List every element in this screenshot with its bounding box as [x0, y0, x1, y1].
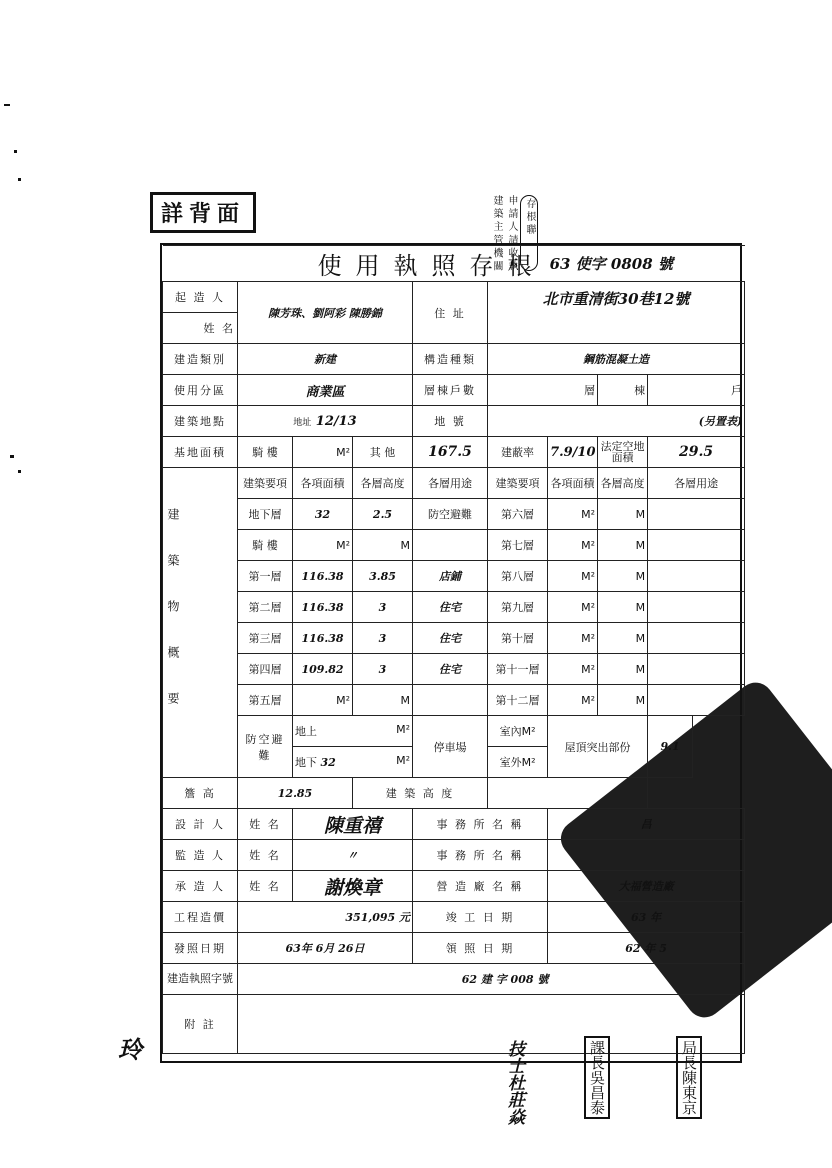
permit-ref-label: 建造執照字號 [163, 964, 238, 995]
firm-value: 大福營造廠 [548, 871, 745, 902]
floor-area: 109.82 [293, 654, 353, 685]
floor-row: 第五層 M² M 第十二層 M² M [163, 685, 745, 716]
cost-value: 351,095 元 [238, 902, 413, 933]
section-chief-stamp: 課長吳昌泰 [584, 1036, 610, 1119]
roof-label: 屋頂突出部份 [548, 716, 648, 778]
floor-name: 第五層 [238, 685, 293, 716]
header-stamp-line: 建 築 主 管 機 關 [491, 195, 502, 271]
floor-name-right: 第七層 [488, 530, 548, 561]
site-number: 12/13 [315, 413, 357, 429]
floor-row: 騎 樓 M² M 第七層 M² M [163, 530, 745, 561]
col-header-height: 各層高度 [353, 468, 413, 499]
detail-stamp: 詳背面 [150, 192, 256, 233]
form-title: 使用執照存根 [163, 246, 548, 282]
supervisor-name-label: 姓 名 [238, 840, 293, 871]
col-header-area: 各項面積 [293, 468, 353, 499]
units-count-unit: 戶 [648, 375, 745, 406]
scan-speck [14, 150, 17, 153]
floor-use: 防空避難 [413, 499, 488, 530]
contractor-label: 承 造 人 [163, 871, 238, 902]
supervisor-label: 監 造 人 [163, 840, 238, 871]
floor-name: 第四層 [238, 654, 293, 685]
floor-name: 騎 樓 [238, 530, 293, 561]
shelter-label: 防空避難 [238, 716, 293, 778]
scan-speck [10, 455, 14, 458]
parking-label: 停車場 [413, 716, 488, 778]
floor-name-right: 第九層 [488, 592, 548, 623]
site-value: 地址 12/13 [238, 406, 413, 437]
floor-row: 第二層 116.38 3 住宅 第九層 M² M [163, 592, 745, 623]
shelter-down: 地下 32 M² [293, 747, 413, 778]
permit-form [160, 243, 742, 1063]
site-label: 建築地點 [163, 406, 238, 437]
col-header-use-right: 各層用途 [648, 468, 745, 499]
parking-out: 室外M² [488, 747, 548, 778]
floor-name-right: 第十二層 [488, 685, 548, 716]
coverage-value: 7.9/10 [548, 437, 598, 468]
building-height-label: 建 築 高 度 [353, 778, 488, 809]
floor-name-right: 第十層 [488, 623, 548, 654]
issue-date-value: 63年 6月 26日 [238, 933, 413, 964]
issue-date-label: 發照日期 [163, 933, 238, 964]
buildings-count-unit: 棟 [598, 375, 648, 406]
floor-area: 116.38 [293, 561, 353, 592]
other-value: 167.5 [413, 437, 488, 468]
col-header-use: 各層用途 [413, 468, 488, 499]
roof-value: 9.1 [648, 716, 693, 778]
designer-office-value: 昌 [548, 809, 745, 840]
permit-ref-value: 62 建 字 008 號 [238, 964, 745, 995]
lot-value: (另置表) [488, 406, 745, 437]
floor-row: 第一層 116.38 3.85 店鋪 第八層 M² M [163, 561, 745, 592]
supervisor-name: 〃 [293, 840, 413, 871]
floor-height: 2.5 [353, 499, 413, 530]
permit-number: 63 使字 0808 號 [548, 246, 745, 282]
base-area-label: 基地面積 [163, 437, 238, 468]
legal-area-label: 法定空地面積 [598, 437, 648, 468]
structure-label: 構造種類 [413, 344, 488, 375]
floor-name: 地下層 [238, 499, 293, 530]
designer-name-label: 姓 名 [238, 809, 293, 840]
permit-table [162, 245, 745, 1054]
eave-value: 12.85 [238, 778, 353, 809]
floor-name: 第二層 [238, 592, 293, 623]
floor-use: 住宅 [413, 623, 488, 654]
lot-label: 地 號 [413, 406, 488, 437]
floor-name: 第一層 [238, 561, 293, 592]
receive-date-label: 領 照 日 期 [413, 933, 548, 964]
completion-value: 63 年 [548, 902, 745, 933]
zoning-label: 使用分區 [163, 375, 238, 406]
designer-office-label: 事 務 所 名 稱 [413, 809, 548, 840]
col-header-item: 建築要項 [238, 468, 293, 499]
parking-in: 室內M² [488, 716, 548, 747]
floor-area: 32 [293, 499, 353, 530]
floor-row: 第三層 116.38 3 住宅 第十層 M² M [163, 623, 745, 654]
director-stamp: 局長陳東京 [676, 1036, 702, 1119]
floor-area: 116.38 [293, 623, 353, 654]
owner-name-label: 姓 名 [163, 313, 238, 344]
completion-label: 竣 工 日 期 [413, 902, 548, 933]
floor-use: 住宅 [413, 654, 488, 685]
floor-name: 第三層 [238, 623, 293, 654]
supervisor-office-label: 事 務 所 名 稱 [413, 840, 548, 871]
scan-speck [18, 178, 21, 181]
scan-speck [18, 470, 21, 473]
building-type-label: 建造類別 [163, 344, 238, 375]
floor-use: 店鋪 [413, 561, 488, 592]
floors-label: 層棟戶數 [413, 375, 488, 406]
overview-side-label: 建築物概要 [163, 468, 238, 778]
address-value: 北市重清街30巷12號 [488, 282, 745, 344]
address-label: 住 址 [413, 282, 488, 344]
floor-name-right: 第六層 [488, 499, 548, 530]
floor-row: 地下層 32 2.5 防空避難 第六層 M² M [163, 499, 745, 530]
floor-name-right: 第八層 [488, 561, 548, 592]
receive-date-value: 62 年 5 [548, 933, 745, 964]
cost-label: 工程造價 [163, 902, 238, 933]
zoning-value: 商業區 [238, 375, 413, 406]
notes-label: 附 註 [163, 995, 238, 1054]
col-header-area-right: 各項面積 [548, 468, 598, 499]
col-header-height-right: 各層高度 [598, 468, 648, 499]
firm-label: 營 造 廠 名 稱 [413, 871, 548, 902]
coverage-label: 建蔽率 [488, 437, 548, 468]
floor-height: 3 [353, 654, 413, 685]
col-header-item-right: 建築要項 [488, 468, 548, 499]
legal-area-value: 29.5 [648, 437, 745, 468]
contractor-name: 謝煥章 [293, 871, 413, 902]
building-type-value: 新建 [238, 344, 413, 375]
margin-handwriting: 玲 [118, 1035, 142, 1064]
floors-count-unit: 層 [488, 375, 598, 406]
owner-value: 陳芳珠、劉阿彩 陳勝錦 [238, 282, 413, 344]
engineer-stamp: 技士杜莊焱 [504, 1040, 524, 1125]
header-stamp-line: 存 根 聯 [520, 195, 538, 271]
scan-speck [4, 104, 10, 106]
designer-name: 陳重禧 [293, 809, 413, 840]
notes-value [238, 995, 745, 1054]
arcade-unit: M² [293, 437, 353, 468]
floor-height: 3.85 [353, 561, 413, 592]
eave-label: 簷 高 [163, 778, 238, 809]
floor-height: 3 [353, 623, 413, 654]
structure-value: 鋼筋混凝土造 [488, 344, 745, 375]
designer-label: 設 計 人 [163, 809, 238, 840]
owner-label: 起 造 人 [163, 282, 238, 313]
arcade-label: 騎 樓 [238, 437, 293, 468]
floor-row: 第四層 109.82 3 住宅 第十一層 M² M [163, 654, 745, 685]
shelter-up: 地上 M² [293, 716, 413, 747]
floor-use: 住宅 [413, 592, 488, 623]
other-label: 其 他 [353, 437, 413, 468]
floor-name-right: 第十一層 [488, 654, 548, 685]
floor-height: 3 [353, 592, 413, 623]
floor-area: 116.38 [293, 592, 353, 623]
contractor-name-label: 姓 名 [238, 871, 293, 902]
header-stamp-line: 申 請 人 請 收 執 [506, 195, 517, 271]
